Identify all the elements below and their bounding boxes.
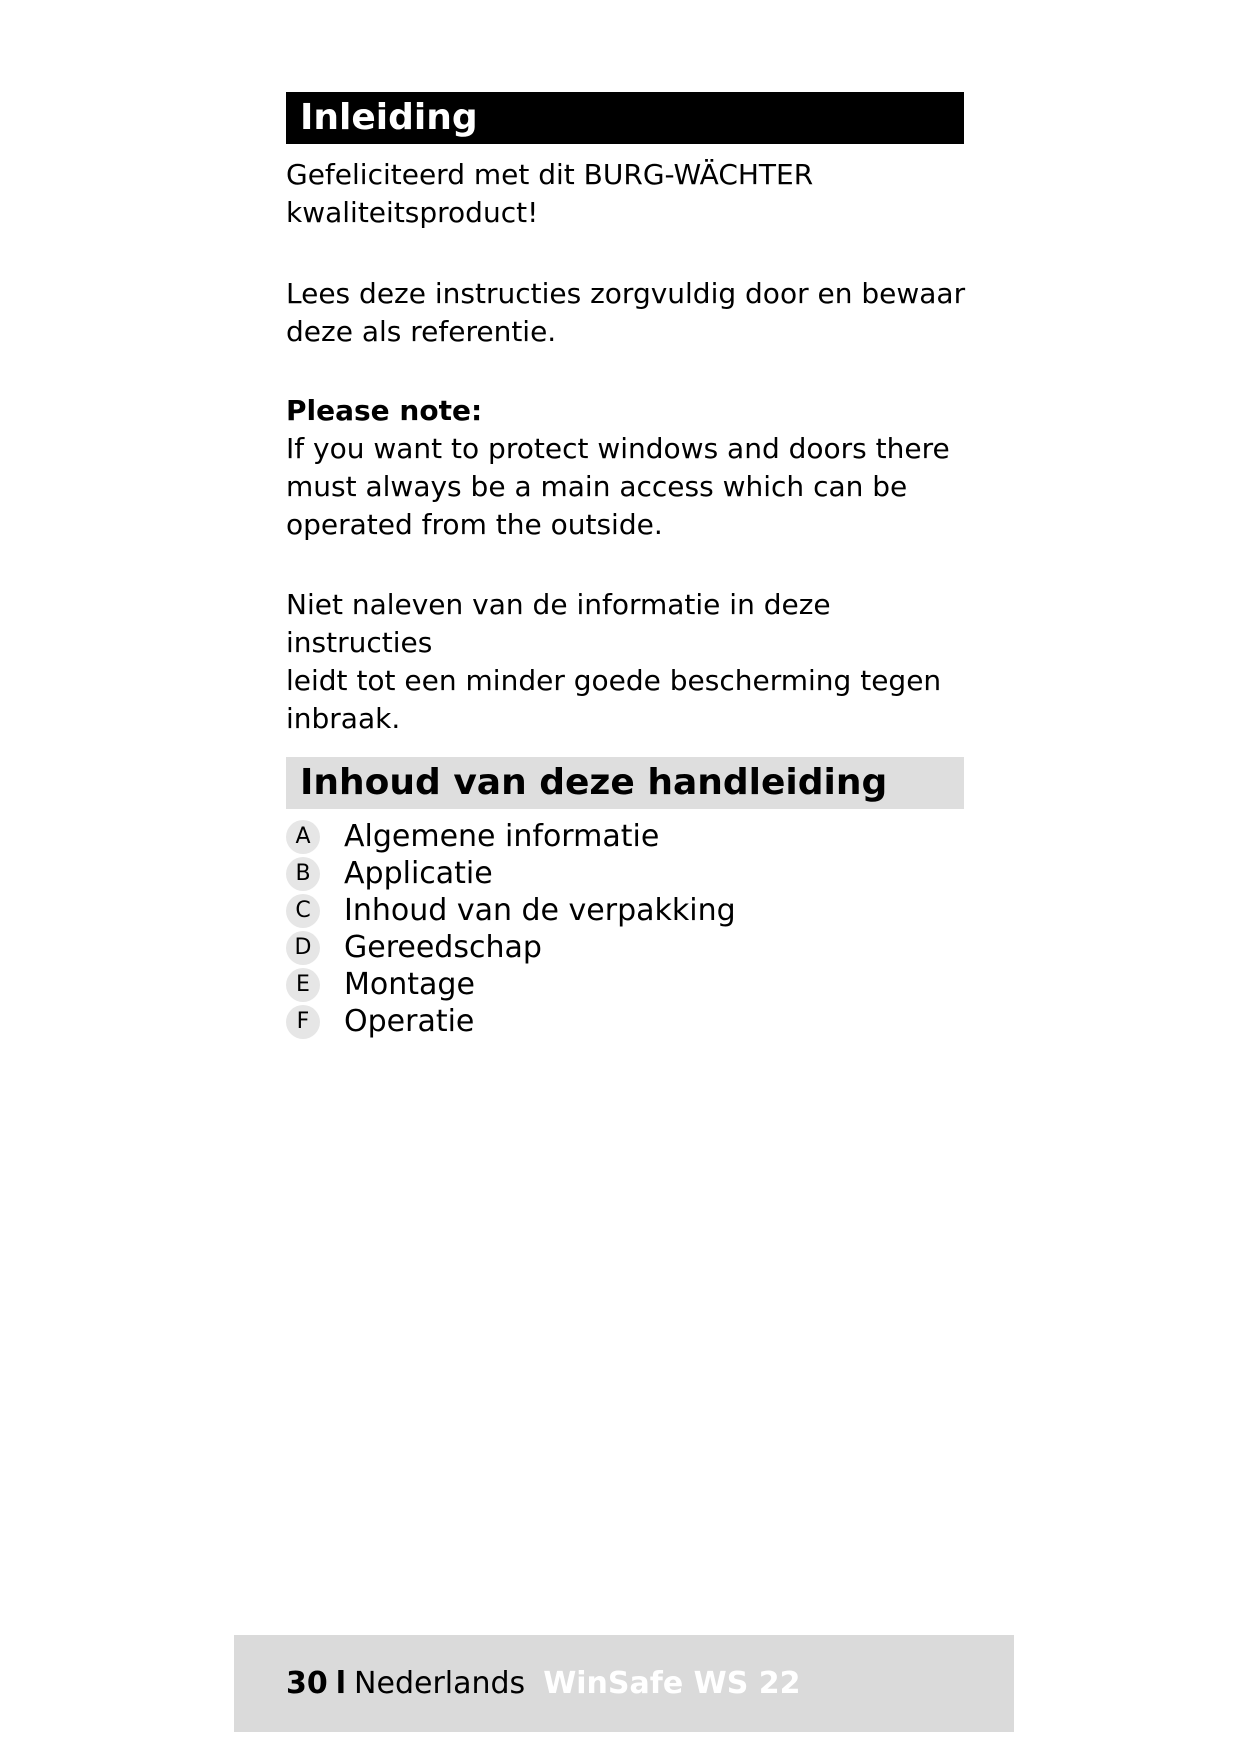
- contents-item: [286, 855, 966, 892]
- section-label: Algemene informatie: [344, 819, 660, 854]
- read-line-2: deze als referentie.: [286, 315, 557, 348]
- congrats-paragraph: [286, 156, 966, 232]
- contents-item: [286, 892, 966, 929]
- warning-line-1: Niet naleven van de informatie in deze instructies: [286, 588, 831, 659]
- congrats-line-2: kwaliteitsproduct!: [286, 196, 539, 229]
- section-letter-badge: B: [286, 857, 320, 891]
- contents-item: [286, 929, 966, 966]
- note-line-1: If you want to protect windows and doors there: [286, 432, 950, 465]
- section-label: Gereedschap: [344, 930, 542, 965]
- contents-heading: Inhoud van deze handleiding: [286, 757, 964, 809]
- read-line-1: Lees deze instructies zorgvuldig door en bewaar: [286, 277, 966, 310]
- footer-product-name: WinSafe WS 22: [543, 1666, 801, 1701]
- footer-language: Nederlands: [354, 1666, 526, 1701]
- note-line-2: must always be a main access which can be: [286, 470, 908, 503]
- contents-item: [286, 966, 966, 1003]
- warning-line-3: inbraak.: [286, 702, 401, 735]
- congrats-line-1: Gefeliciteerd met dit BURG-WÄCHTER: [286, 158, 814, 191]
- section-letter-badge: A: [286, 820, 320, 854]
- warning-line-2: leidt tot een minder goede bescherming tegen: [286, 664, 942, 697]
- section-letter-badge: C: [286, 894, 320, 928]
- section-letter-badge: F: [286, 1005, 320, 1039]
- contents-item: [286, 818, 966, 855]
- note-line-3: operated from the outside.: [286, 508, 663, 541]
- section-label: Applicatie: [344, 856, 493, 891]
- contents-item: [286, 1003, 966, 1040]
- intro-heading: Inleiding: [286, 92, 964, 144]
- warning-paragraph: [286, 586, 966, 738]
- section-letter-badge: E: [286, 968, 320, 1002]
- section-label: Inhoud van de verpakking: [344, 893, 736, 928]
- contents-list: [286, 818, 966, 1040]
- section-label: Montage: [344, 967, 475, 1002]
- page-number: 30: [286, 1666, 328, 1701]
- read-instructions-paragraph: [286, 275, 966, 351]
- section-letter-badge: D: [286, 931, 320, 965]
- note-paragraph: [286, 392, 966, 544]
- note-title: Please note:: [286, 394, 483, 427]
- footer-separator: l: [335, 1666, 347, 1701]
- page-footer: [234, 1635, 1014, 1732]
- section-label: Operatie: [344, 1004, 475, 1039]
